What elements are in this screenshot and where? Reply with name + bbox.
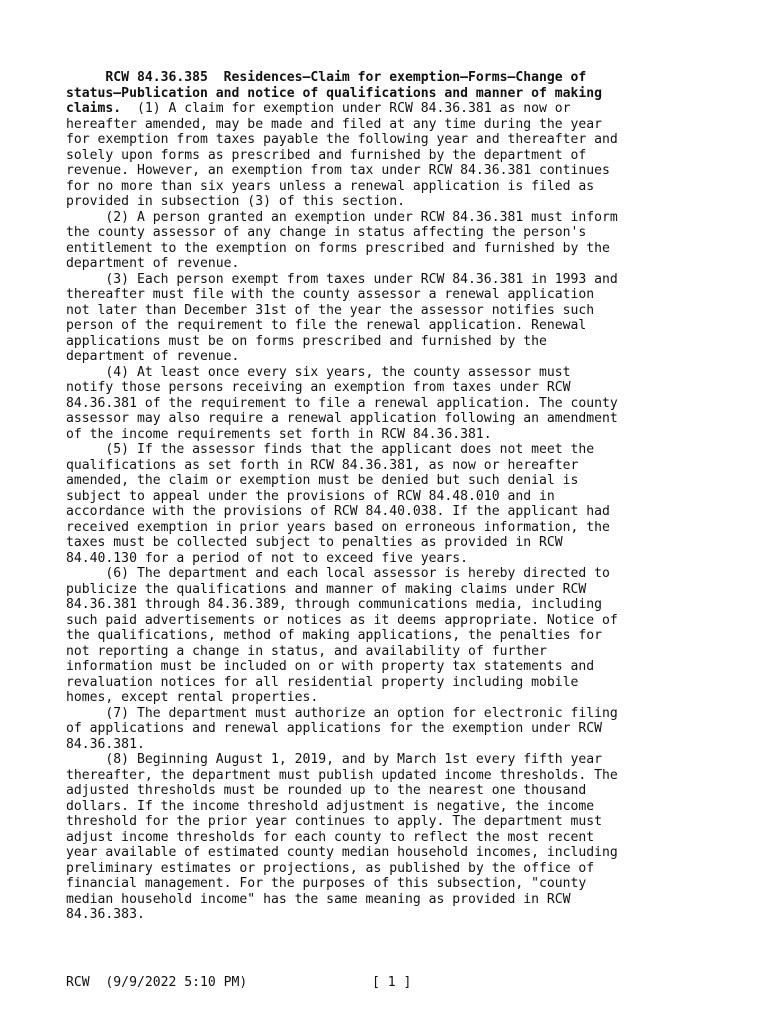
text-line — [66, 287, 706, 303]
body-text: 84.36.383. — [66, 907, 145, 922]
text-line — [66, 117, 706, 133]
body-text: applications must be on forms prescribed and furnished by the — [66, 333, 547, 349]
body-text: for exemption from taxes payable the following year and thereafter and — [66, 132, 618, 147]
text-line — [66, 799, 706, 815]
body-text: publicize the qualifications and manner of making claims under RCW — [66, 581, 587, 597]
body-text: revaluation notices for all residential property including mobile — [66, 674, 579, 690]
body-text: revenue. However, an exemption from tax under RCW 84.36.381 continues — [66, 163, 610, 178]
body-text: not reporting a change in status, and availability of further — [66, 643, 547, 659]
text-line — [66, 489, 706, 505]
body-text: notify those persons receiving an exemption from taxes under RCW — [66, 380, 571, 395]
text-line — [66, 194, 706, 210]
text-line — [66, 814, 706, 830]
section-heading-text: RCW 84.36.385 Residences—Claim for exemption—Forms—Change of — [66, 70, 587, 85]
body-text: (8) Beginning August 1, 2019, and by March 1st every fifth year — [66, 752, 603, 767]
body-text: 84.40.130 for a period of not to exceed five years. — [66, 550, 469, 566]
footer-timestamp: RCW (9/9/2022 5:10 PM) — [66, 975, 248, 990]
text-line — [66, 520, 706, 536]
body-text: amended, the claim or exemption must be denied but such denial is — [66, 473, 579, 488]
text-line — [66, 458, 706, 474]
text-line — [66, 628, 706, 644]
text-line — [66, 427, 706, 443]
text-line — [66, 876, 706, 892]
body-text: subject to appeal under the provisions of RCW 84.48.010 and in — [66, 488, 555, 504]
text-line — [66, 101, 706, 117]
text-line — [66, 690, 706, 706]
text-line — [66, 86, 706, 102]
text-line — [66, 132, 706, 148]
body-text: (1) A claim for exemption under RCW 84.36.381 as now or — [121, 101, 571, 116]
text-line — [66, 349, 706, 365]
body-text: accordance with the provisions of RCW 84.40.038. If the applicant had — [66, 504, 610, 519]
text-line — [66, 303, 706, 319]
body-text: thereafter, the department must publish updated income thresholds. The — [66, 767, 618, 783]
body-text: adjust income thresholds for each county to reflect the most recent — [66, 829, 595, 845]
body-text: (4) At least once every six years, the county assessor must — [66, 364, 571, 380]
body-text: homes, except rental properties. — [66, 690, 319, 705]
body-text: thereafter must file with the county assessor a renewal application — [66, 287, 595, 302]
text-line — [66, 566, 706, 582]
body-text: of applications and renewal applications for the exemption under RCW — [66, 721, 603, 736]
body-text: entitlement to the exemption on forms prescribed and furnished by the — [66, 240, 610, 256]
text-line — [66, 582, 706, 598]
text-line — [66, 597, 706, 613]
text-line — [66, 721, 706, 737]
text-line — [66, 225, 706, 241]
text-line — [66, 907, 706, 923]
body-text: taxes must be collected subject to penalties as provided in RCW — [66, 535, 563, 550]
text-line — [66, 241, 706, 257]
text-line — [66, 334, 706, 350]
text-line — [66, 272, 706, 288]
body-text: (7) The department must authorize an option for electronic filing — [66, 705, 618, 721]
text-line — [66, 473, 706, 489]
body-text: provided in subsection (3) of this section. — [66, 194, 405, 209]
body-text: 84.36.381 through 84.36.389, through communications media, including — [66, 597, 603, 612]
body-text: (3) Each person exempt from taxes under RCW 84.36.381 in 1993 and — [66, 271, 618, 287]
text-line — [66, 783, 706, 799]
text-line — [66, 830, 706, 846]
document-body — [66, 70, 706, 923]
body-text: person of the requirement to file the renewal application. Renewal — [66, 318, 587, 333]
text-line — [66, 737, 706, 753]
page-footer — [66, 975, 706, 1022]
body-text: year available of estimated county median household incomes, including — [66, 845, 618, 860]
text-line — [66, 365, 706, 381]
text-line — [66, 148, 706, 164]
body-text: received exemption in prior years based on erroneous information, the — [66, 519, 610, 535]
body-text: for no more than six years unless a renewal application is filed as — [66, 178, 595, 194]
body-text: the qualifications, method of making applications, the penalties for — [66, 628, 603, 643]
text-line — [66, 861, 706, 877]
body-text: (6) The department and each local assessor is hereby directed to — [66, 566, 610, 581]
text-line — [66, 845, 706, 861]
text-line — [66, 613, 706, 629]
text-line — [66, 504, 706, 520]
body-text: financial management. For the purposes of this subsection, "county — [66, 876, 587, 891]
body-text: 84.36.381. — [66, 736, 145, 752]
body-text: threshold for the prior year continues to apply. The department must — [66, 814, 603, 829]
body-text: such paid advertisements or notices as it deems appropriate. Notice of — [66, 612, 618, 628]
text-line — [66, 892, 706, 908]
body-text: solely upon forms as prescribed and furnished by the department of — [66, 147, 587, 163]
text-line — [66, 768, 706, 784]
body-text: (5) If the assessor finds that the applicant does not meet the — [66, 442, 595, 457]
body-text: department of revenue. — [66, 349, 240, 364]
body-text: the county assessor of any change in status affecting the person's — [66, 225, 587, 240]
text-line — [66, 535, 706, 551]
body-text: median household income" has the same meaning as provided in RCW — [66, 891, 571, 907]
body-text: assessor may also require a renewal application following an amendment — [66, 411, 618, 426]
body-text: information must be included on or with property tax statements and — [66, 659, 595, 674]
body-text: (2) A person granted an exemption under RCW 84.36.381 must inform — [66, 209, 618, 225]
body-text: preliminary estimates or projections, as published by the office of — [66, 860, 595, 876]
body-text: department of revenue. — [66, 256, 240, 271]
text-line — [66, 210, 706, 226]
text-line — [66, 179, 706, 195]
text-line — [66, 644, 706, 660]
section-heading-text: status—Publication and notice of qualifications and manner of making — [66, 85, 603, 101]
body-text: qualifications as set forth in RCW 84.36.381, as now or hereafter — [66, 457, 579, 473]
section-heading-text: claims. — [66, 101, 122, 116]
body-text: not later than December 31st of the year the assessor notifies such — [66, 302, 595, 318]
text-line — [66, 318, 706, 334]
page-number: [ 1 ] — [372, 975, 412, 990]
body-text: dollars. If the income threshold adjustment is negative, the income — [66, 798, 595, 814]
text-line — [66, 442, 706, 458]
text-line — [66, 706, 706, 722]
text-line — [66, 675, 706, 691]
body-text: of the income requirements set forth in RCW 84.36.381. — [66, 426, 492, 442]
text-line — [66, 551, 706, 567]
text-line — [66, 659, 706, 675]
text-line — [66, 752, 706, 768]
text-line — [66, 380, 706, 396]
text-line — [66, 70, 706, 86]
body-text: adjusted thresholds must be rounded up to the nearest one thousand — [66, 783, 587, 798]
text-line — [66, 411, 706, 427]
body-text: 84.36.381 of the requirement to file a renewal application. The county — [66, 395, 618, 411]
text-line — [66, 256, 706, 272]
body-text: hereafter amended, may be made and filed at any time during the year — [66, 116, 603, 132]
text-line — [66, 163, 706, 179]
text-line — [66, 396, 706, 412]
